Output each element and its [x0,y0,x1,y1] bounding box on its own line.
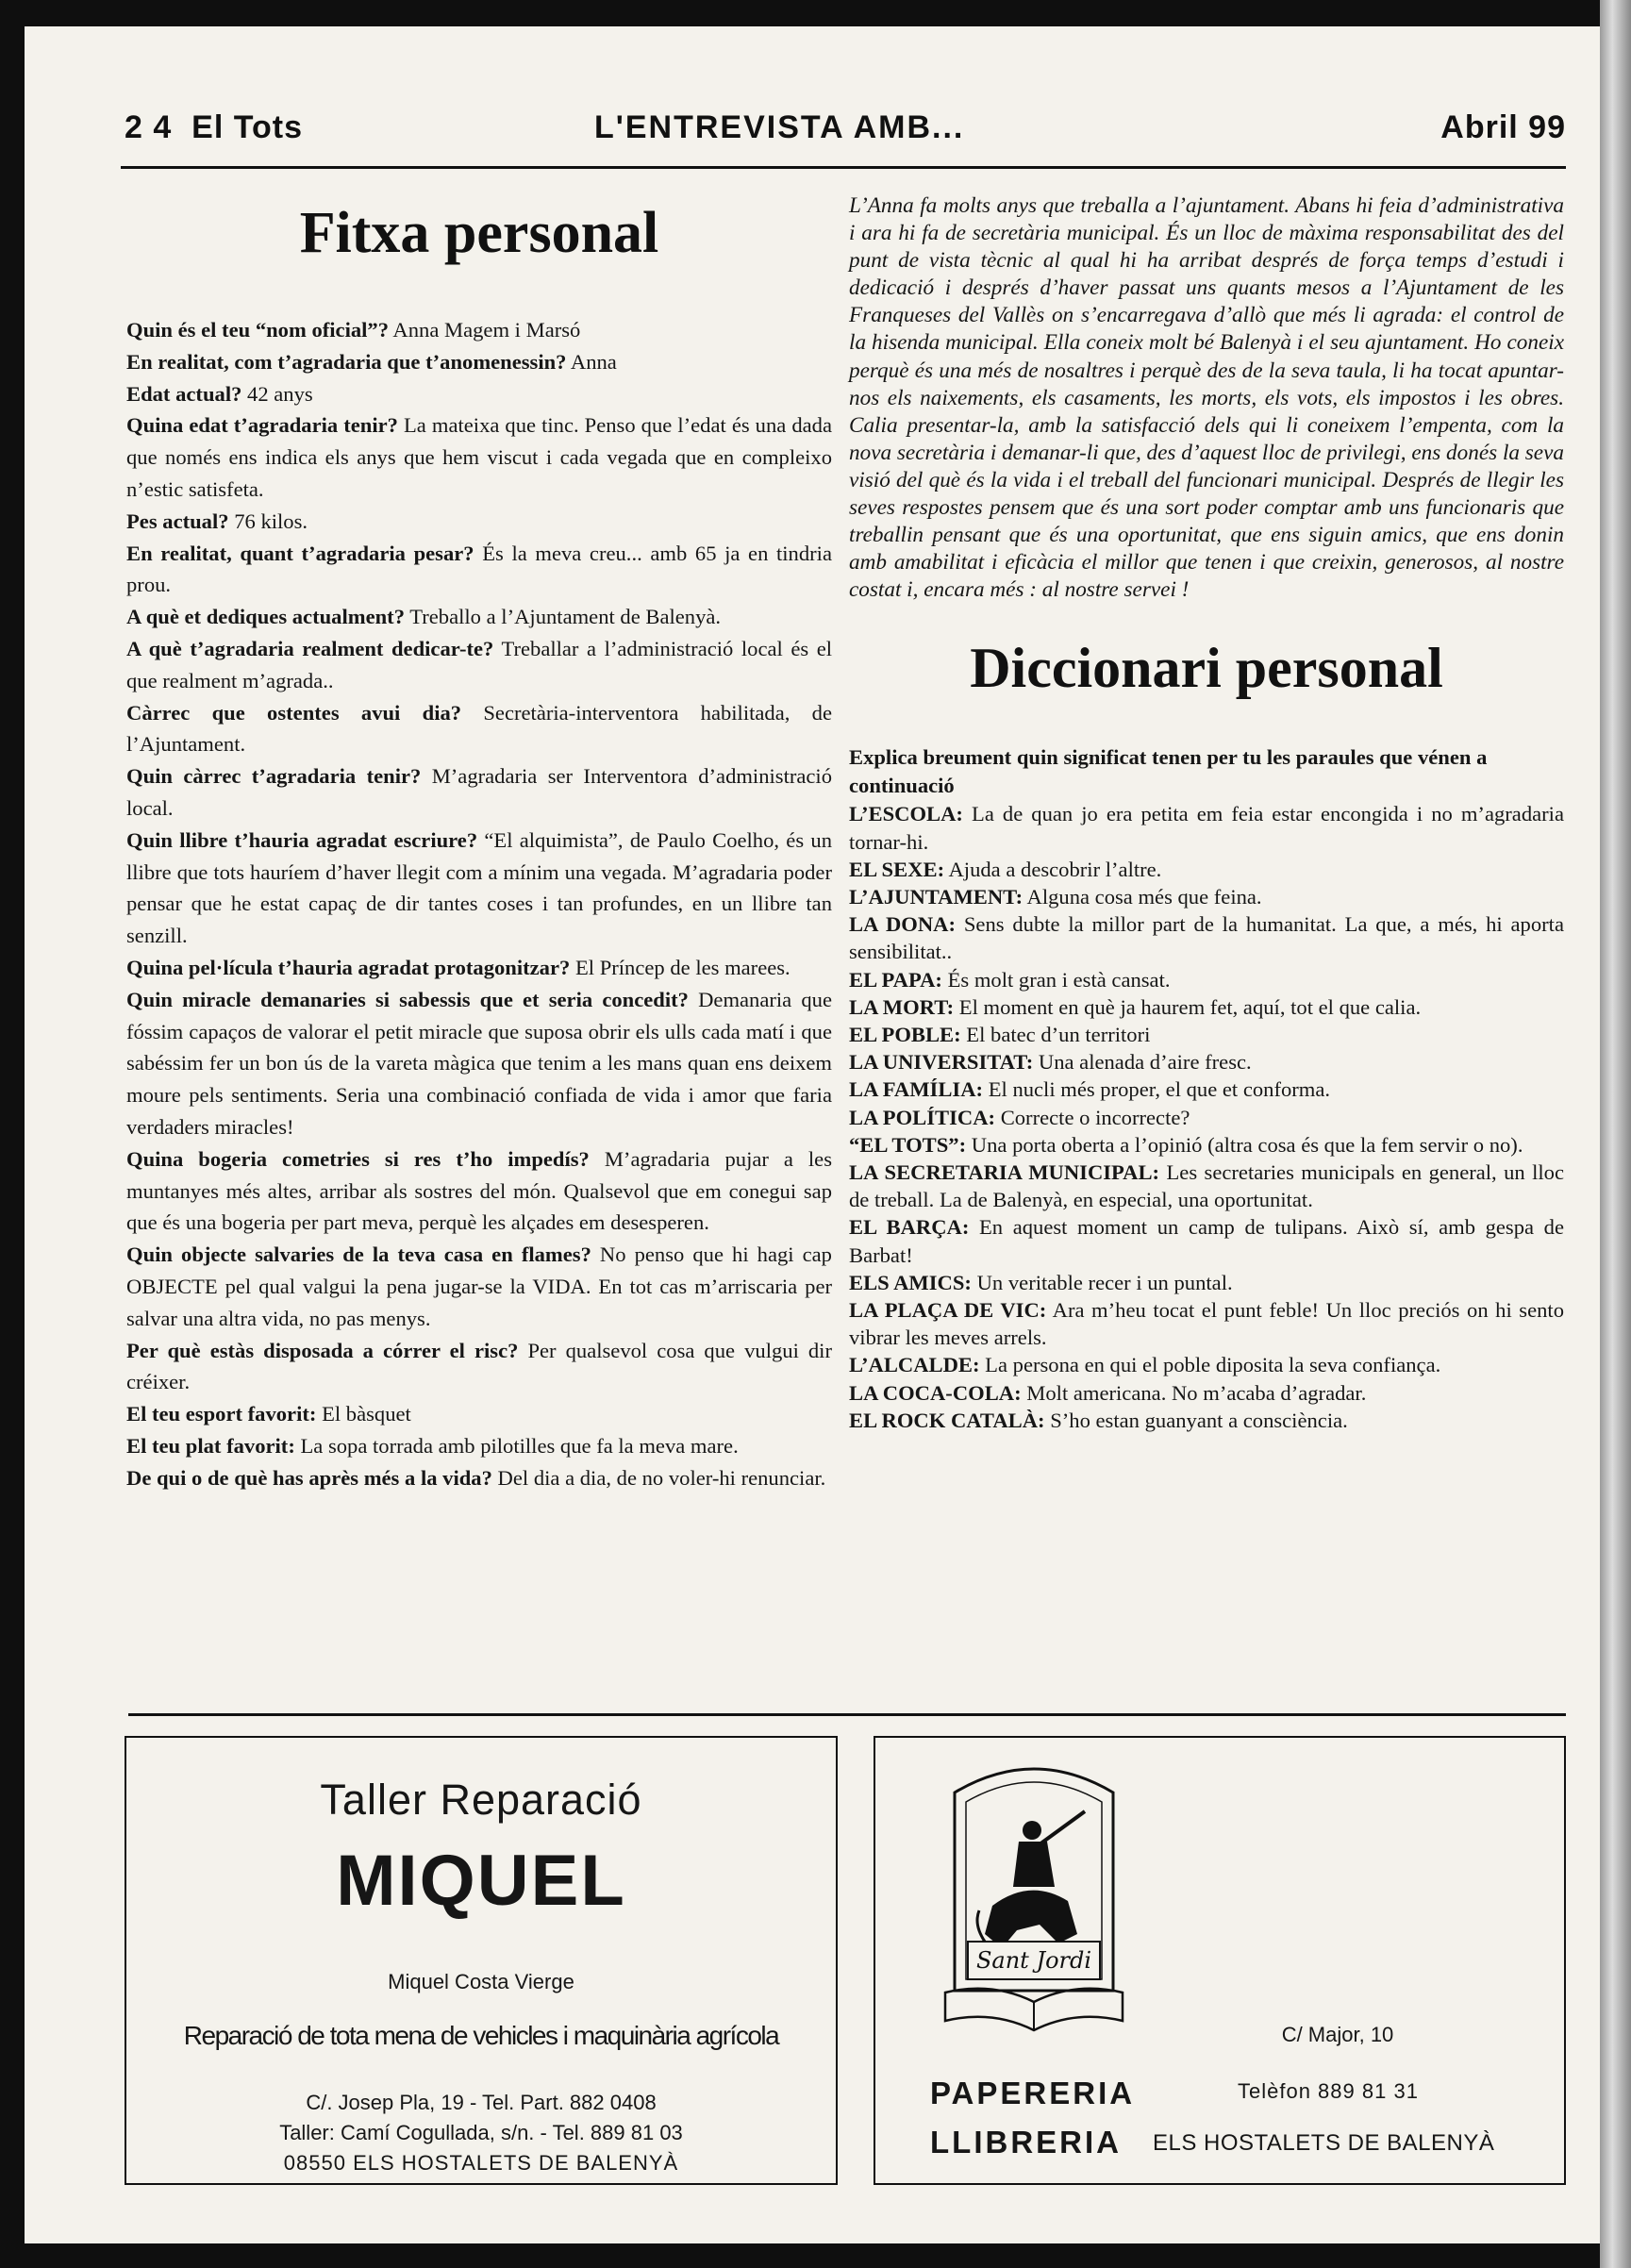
diccionari-term: LA UNIVERSITAT: [849,1050,1034,1075]
fitxa-question: El teu esport favorit: [126,1402,317,1426]
fitxa-item [126,984,832,1143]
ad-papereria-phone: Telèfon 889 81 31 [1238,2079,1419,2103]
fitxa-item [126,697,832,761]
diccionari-entry [849,910,1564,965]
diccionari-definition: Una porta oberta a l’opinió (altra cosa és que la fem servir o no). [966,1132,1523,1157]
ad-papereria-address: C/ Major, 10 [1281,2023,1394,2046]
diccionari-term: LA MORT: [849,994,955,1019]
fitxa-question: Quin objecte salvaries de la teva casa en flames? [126,1242,591,1267]
diccionari-entry [849,1076,1564,1103]
diccionari-definition: La persona en qui el poble diposita la seva confiança. [979,1353,1441,1377]
fitxa-answer: Treballo a l’Ajuntament de Balenyà. [405,605,722,629]
diccionari-definition: Una alenada d’aire fresc. [1033,1050,1252,1075]
diccionari-entry [849,1379,1564,1407]
diccionari-term: EL SEXE: [849,857,945,881]
ad-taller-address-3: 08550 ELS HOSTALETS DE BALENYÀ [283,2151,679,2175]
fitxa-question: Càrrec que ostentes avui dia? [126,700,462,725]
diccionari-definition: Molt americana. No m’acaba d’agradar. [1021,1380,1367,1405]
fitxa-answer: Anna [566,349,617,374]
fitxa-item [126,601,832,633]
fitxa-question: Quin càrrec t’agradaria tenir? [126,764,422,789]
fitxa-answer: Per qualsevol cosa que vulgui dir créixer. [126,1338,832,1394]
fitxa-question: Quina pel·lícula t’hauria agradat protagonitzar? [126,955,571,979]
diccionari-term: L’AJUNTAMENT: [849,885,1024,909]
ad-papereria-name-1: PAPERERIA [930,2076,1136,2110]
diccionari-term: LA POLÍTICA: [849,1105,996,1129]
issue-date: Abril 99 [1440,109,1566,145]
diccionari-title: Diccionari personal [970,637,1443,700]
diccionari-definition: El batec d’un territori [960,1023,1151,1047]
fitxa-answer: El Príncep de les marees. [570,955,791,979]
diccionari-term: LA DONA: [849,912,957,937]
ads-divider [128,1713,1566,1716]
logo-text: Sant Jordi [975,1947,1092,1974]
fitxa-answer: No penso que hi hagi cap OBJECTE pel qual valgui la pena jugar-se la VIDA. En tot cas m’arriscaria per salvar una altra vida, no pas menys. [126,1242,832,1330]
fitxa-answer: La mateixa que tinc. Penso que l’edat és una dada que només ens indica els anys que hem viscut i cada vegada que en compleixo n’estic satisfeta. [126,413,832,501]
ad-taller-miquel [125,1736,838,2185]
fitxa-answer: Secretària-interventora habilitada, de l’Ajuntament. [126,700,832,757]
fitxa-answer: M’agradaria pujar a les muntanyes més altes, arribar als sostres del món. Qualsevol que em conegui sap que és una bogeria per part meva, perquè les alçades em desesperen. [126,1146,832,1235]
fitxa-answer: Treballar a l’administració local és el que realment m’agrada.. [126,636,833,692]
fitxa-question: Quina edat t’agradaria tenir? [126,413,398,438]
fitxa-answer: És la meva creu... amb 65 ja en tindria prou. [126,541,832,597]
diccionari-term: LA PLAÇA DE VIC: [849,1298,1047,1323]
fitxa-question: De qui o de què has après més a la vida? [126,1465,492,1490]
fitxa-question: Edat actual? [126,381,242,406]
fitxa-question: Quina bogeria cometries si res t’ho impedís? [126,1146,590,1171]
ad-taller-owner: Miquel Costa Vierge [388,1970,574,1993]
diccionari-term: L’ALCALDE: [849,1353,980,1377]
page-edge [1600,0,1631,2268]
diccionari-entry [849,1159,1564,1213]
diccionari-definition: El nucli més proper, el que et conforma. [983,1077,1331,1102]
diccionari-term: EL POBLE: [849,1023,961,1047]
diccionari-lead: Explica breument quin significat tenen per tu les paraules que vénen a continuació [849,745,1488,797]
diccionari-definition: Correcte o incorrecte? [995,1105,1190,1129]
diccionari-term: “EL TOTS”: [849,1132,967,1157]
fitxa-title: Fitxa personal [299,201,659,265]
publication-name: El Tots [191,109,303,145]
sant-jordi-logo-icon [926,1755,1141,2038]
diccionari-entry [849,800,1564,855]
fitxa-answer: Demanaria que fóssim capaços de valorar el petit miracle que suposa obrir els ulls cada matí i que sabéssim fer un bon ús de la vareta màgica que tenim a les mans quan ens deixem moure pels sentiments. Seria una combinació confiada de vida i amor que faria verdaders miracles! [126,987,832,1139]
section-title: L'ENTREVISTA AMB... [594,109,965,145]
fitxa-answer: 42 anys [241,381,313,406]
ad-papereria [874,1736,1566,2185]
fitxa-item [126,538,832,602]
fitxa-answer: Del dia a dia, de no voler-hi renunciar. [491,1465,826,1490]
fitxa-question: A què et dediques actualment? [126,605,405,629]
fitxa-answer: El bàsquet [316,1402,411,1426]
ad-taller-name: MIQUEL [336,1841,626,1921]
ad-papereria-name-2: LLIBRERIA [930,2125,1122,2160]
diccionari-entry [849,1021,1564,1048]
diccionari-term: EL ROCK CATALÀ: [849,1408,1045,1432]
diccionari-entry [849,1048,1564,1076]
fitxa-item [126,1239,832,1334]
fitxa-item [126,952,832,984]
fitxa-question: Quin llibre t’hauria agradat escriure? [126,827,478,852]
fitxa-question: El teu plat favorit: [126,1433,295,1458]
fitxa-item [126,1143,832,1239]
diccionari-term: LA SECRETARIA MUNICIPAL: [849,1160,1160,1185]
diccionari-entry [849,1351,1564,1378]
fitxa-item [126,760,832,825]
diccionari-definition: La de quan jo era petita em feia estar encongida i no m’agradaria tornar-hi. [849,802,1564,854]
diccionari-entry [849,1269,1564,1296]
ad-taller-heading: Taller Reparació [320,1776,642,1824]
diccionari-entry [849,1296,1564,1351]
fitxa-item [126,378,832,410]
diccionari-definition: En aquest moment un camp de tulipans. Això sí, amb gespa de Barbat! [849,1215,1564,1267]
diccionari-definition: S’ho estan guanyant a consciència. [1044,1408,1348,1432]
diccionari-entry [849,993,1564,1021]
diccionari-list [849,800,1564,1434]
header-rule [121,166,1566,169]
diccionari-definition: El moment en què ja haurem fet, aquí, tot el que calia. [954,994,1422,1019]
fitxa-item [126,1430,832,1462]
fitxa-question: Per què estàs disposada a córrer el risc? [126,1338,519,1362]
fitxa-answer: “El alquimista”, de Paulo Coelho, és un llibre que tots hauríem d’haver llegit com a mínim una vegada. M’agradaria poder pensar que he estat capaç de dir tantes coses i tan profundes, en un llibre tan senzill. [126,827,832,948]
diccionari-entry [849,1407,1564,1434]
fitxa-answer: M’agradaria ser Interventora d’administració local. [126,764,833,820]
intro-paragraph: L’Anna fa molts anys que treballa a l’ajuntament. Abans hi feia d’administrativa i ara hi fa de secretària municipal. És un lloc de màxima responsabilitat des del punt de vista tècnic al qual hi ha arribat després de força temps d’estudi i dedicació i després d’haver passat uns quants mesos a l’Ajuntament de les Franqueses del Vallès on s’encarregava d’allò que més li agrada: el control de la hisenda municipal. Ella coneix molt bé Balenyà i el seu ajuntament. Ho coneix perquè és una més de nosaltres i perquè des de la seva taula, li ha tocat apuntar-nos els naixements, els casaments, les morts, els vots, els impostos i les obres. Calia presentar-la, amb la satisfacció dels qui li coneixem l’empenta, com la nova secretària i demanar-li que, des d’aquest lloc de privilegi, ens donés la seva visió del què és la vida i el treball del funcionari municipal. Després de llegir les seves respostes pensem que és una sort poder comptar amb uns funcionaris que treballin pensant que és una oportunitat, que ens siguin amics, que ens donin amb amabilitat i eficàcia el millor que tenen i que creixin, generosos, al nostre costat i, encara més : al nostre servei ! [849,193,1564,603]
diccionari-entry [849,966,1564,993]
diccionari-definition: Un veritable recer i un puntal. [971,1270,1233,1294]
fitxa-question: Quin és el teu “nom oficial”? [126,318,390,342]
fitxa-answer: Anna Magem i Marsó [389,318,581,342]
diccionari-term: LA COCA-COLA: [849,1380,1022,1405]
fitxa-answer: La sopa torrada amb pilotilles que fa la meva mare. [294,1433,739,1458]
fitxa-question: Pes actual? [126,509,229,533]
fitxa-column [126,192,832,1493]
ad-taller-address-2: Taller: Camí Cogullada, s/n. - Tel. 889 81 03 [279,2121,683,2144]
fitxa-item [126,633,832,697]
fitxa-item [126,1398,832,1430]
diccionari-term: EL PAPA: [849,967,942,992]
diccionari-definition: És molt gran i està cansat. [941,967,1171,992]
ad-papereria-town: ELS HOSTALETS DE BALENYÀ [1153,2130,1495,2156]
fitxa-answer: 76 kilos. [228,509,308,533]
diccionari-entry [849,1131,1564,1159]
fitxa-item [126,1335,832,1399]
fitxa-item [126,825,832,952]
fitxa-list [126,314,832,1493]
fitxa-item [126,409,832,505]
diccionari-definition: Les secretaries municipals en general, un lloc de treball. La de Balenyà, en especial, una oportunitat. [849,1160,1565,1212]
diccionari-definition: Sens dubte la millor part de la humanitat. La que, a més, hi aporta sensibilitat.. [849,912,1564,964]
diccionari-term: LA FAMÍLIA: [849,1077,984,1102]
diccionari-term: ELS AMICS: [849,1270,972,1294]
diccionari-entry [849,883,1564,910]
diccionari-term: EL BARÇA: [849,1215,970,1240]
ad-taller-tagline: Reparació de tota mena de vehicles i maquinària agrícola [183,2021,779,2050]
diccionari-entry [849,1104,1564,1131]
fitxa-question: Quin miracle demanaries si sabessis que et seria concedit? [126,987,689,1011]
diccionari-definition: Ajuda a descobrir l’altre. [944,857,1162,881]
diccionari-term: L’ESCOLA: [849,802,963,826]
diccionari-entry [849,1213,1564,1268]
diccionari-definition: Ara m’heu tocat el punt feble! Un lloc preciós on hi sento vibrar les meves arrels. [849,1298,1564,1350]
diccionari-definition: Alguna cosa més que feina. [1023,885,1262,909]
diccionari-entry [849,856,1564,883]
ad-taller-address-1: C/. Josep Pla, 19 - Tel. Part. 882 0408 [306,2091,657,2114]
right-column [849,192,1564,1434]
fitxa-question: En realitat, quant t’agradaria pesar? [126,541,474,565]
magazine-page [25,26,1600,2243]
fitxa-item [126,314,832,346]
fitxa-item [126,1462,832,1494]
fitxa-question: En realitat, com t’agradaria que t’anomenessin? [126,349,567,374]
page-number: 2 4 [125,109,173,145]
fitxa-item [126,506,832,538]
fitxa-question: A què t’agradaria realment dedicar-te? [126,636,494,660]
fitxa-item [126,346,832,378]
